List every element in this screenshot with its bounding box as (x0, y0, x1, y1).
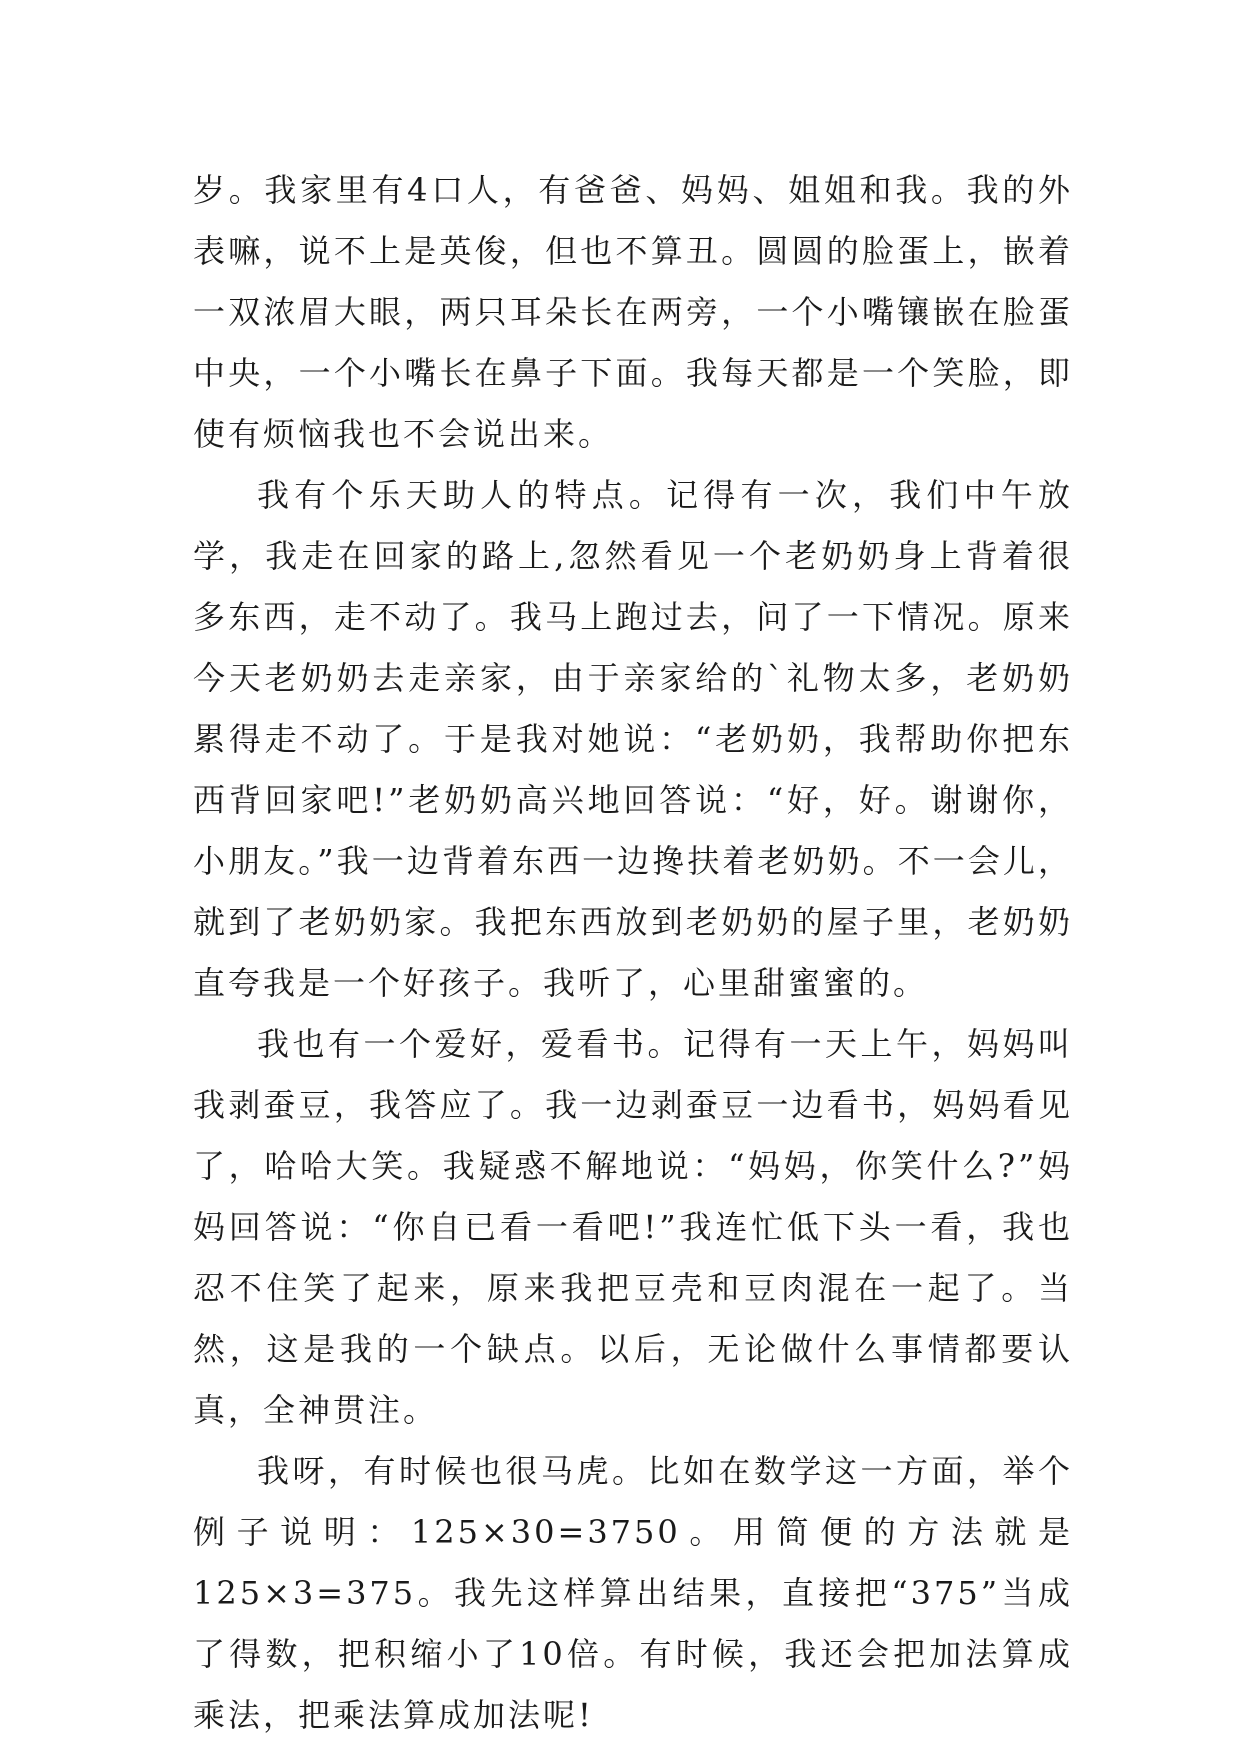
paragraph-3: 我也有一个爱好，爱看书。记得有一天上午，妈妈叫我剥蚕豆，我答应了。我一边剥蚕豆一边看书，妈妈看见了，哈哈大笑。我疑惑不解地说：“妈妈，你笑什么?”妈妈回答说：“你自已看一看吧!”我连忙低下头一看，我也忍不住笑了起来，原来我把豆壳和豆肉混在一起了。当然，这是我的一个缺点。以后，无论做什么事情都要认真，全神贯注。 (193, 1025, 1073, 1429)
paragraph-1: 岁。我家里有4口人，有爸爸、妈妈、姐姐和我。我的外表嘛，说不上是英俊，但也不算丑。圆圆的脸蛋上，嵌着一双浓眉大眼，两只耳朵长在两旁，一个小嘴镶嵌在脸蛋中央，一个小嘴长在鼻子下面。我每天都是一个笑脸，即使有烦恼我也不会说出来。 (193, 171, 1073, 453)
paragraph-4: 我呀，有时候也很马虎。比如在数学这一方面，举个例子说明：125×30=3750。用简便的方法就是125×3=375。我先这样算出结果，直接把“375”当成了得数，把积缩小了10倍。有时候，我还会把加法算成乘法，把乘法算成加法呢! (193, 1452, 1073, 1734)
essay-body (193, 160, 1073, 1746)
paragraph-2: 我有个乐天助人的特点。记得有一次，我们中午放学，我走在回家的路上,忽然看见一个老奶奶身上背着很多东西，走不动了。我马上跑过去，问了一下情况。原来今天老奶奶去走亲家，由于亲家给的`礼物太多，老奶奶累得走不动了。于是我对她说：“老奶奶，我帮助你把东西背回家吧!”老奶奶高兴地回答说：“好，好。谢谢你，小朋友。”我一边背着东西一边搀扶着老奶奶。不一会儿，就到了老奶奶家。我把东西放到老奶奶的屋子里，老奶奶直夸我是一个好孩子。我听了，心里甜蜜蜜的。 (193, 476, 1073, 1002)
